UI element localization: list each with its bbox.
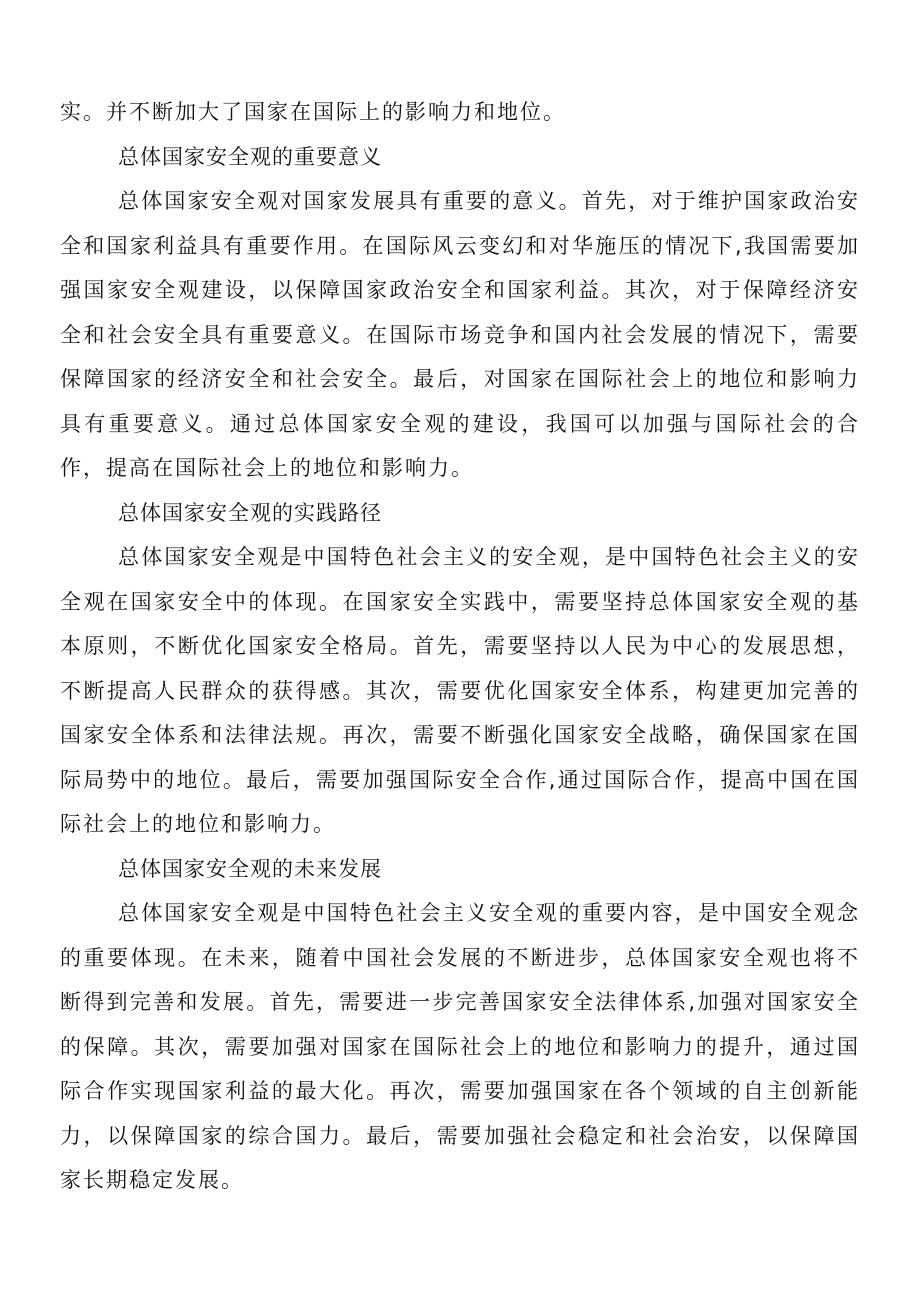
- paragraph-line: 强国家安全观建设，以保障国家政治安全和国家利益。其次，对于保障经济安: [60, 278, 860, 302]
- section-heading: 总体国家安全观的未来发展: [118, 856, 382, 881]
- paragraph-line: 保障国家的经济安全和社会安全。最后，对国家在国际社会上的地位和影响力: [60, 367, 860, 391]
- paragraph-line: 具有重要意义。通过总体国家安全观的建设，我国可以加强与国际社会的合: [60, 411, 860, 436]
- paragraph-line: 力，以保障国家的综合国力。最后，需要加强社会稳定和社会治安，以保障国: [60, 1123, 860, 1148]
- paragraph-line: 断得到完善和发展。首先，需要进一步完善国家安全法律体系,加强对国家安全: [60, 990, 860, 1014]
- paragraph-line: 家长期稳定发展。: [60, 1168, 244, 1192]
- paragraph-line: 总体国家安全观是中国特色社会主义安全观的重要内容，是中国安全观念: [118, 901, 860, 925]
- paragraph-line: 国家安全体系和法律法规。再次，需要不断强化国家安全战略，确保国家在国: [60, 723, 860, 747]
- paragraph-line: 全观在国家安全中的体现。在国家安全实践中，需要坚持总体国家安全观的基: [60, 589, 860, 614]
- paragraph-line: 总体国家安全观是中国特色社会主义的安全观，是中国特色社会主义的安: [118, 545, 860, 569]
- section-heading: 总体国家安全观的实践路径: [118, 500, 382, 525]
- paragraph-line: 际局势中的地位。最后，需要加强国际安全合作,通过国际合作，提高中国在国: [60, 767, 860, 792]
- paragraph-line: 的重要体现。在未来，随着中国社会发展的不断进步，总体国家安全观也将不: [60, 945, 860, 970]
- paragraph-line: 本原则，不断优化国家安全格局。首先，需要坚持以人民为中心的发展思想，: [60, 634, 860, 658]
- paragraph-line: 总体国家安全观对国家发展具有重要的意义。首先，对于维护国家政治安: [118, 189, 860, 213]
- paragraph-line: 际合作实现国家利益的最大化。再次，需要加强国家在各个领域的自主创新能: [60, 1079, 860, 1103]
- paragraph-line: 际社会上的地位和影响力。: [60, 812, 336, 836]
- paragraph-line: 作，提高在国际社会上的地位和影响力。: [60, 456, 474, 480]
- paragraph-line: 全和社会安全具有重要意义。在国际市场竞争和国内社会发展的情况下，需要: [60, 322, 860, 347]
- paragraph-line: 全和国家利益具有重要作用。在国际风云变幻和对华施压的情况下,我国需要加: [60, 233, 860, 258]
- paragraph-line: 的保障。其次，需要加强对国家在国际社会上的地位和影响力的提升，通过国: [60, 1034, 860, 1059]
- paragraph-line: 实。并不断加大了国家在国际上的影响力和地位。: [60, 100, 566, 124]
- section-heading: 总体国家安全观的重要意义: [118, 144, 382, 169]
- document-body: [60, 90, 860, 1203]
- paragraph-line: 不断提高人民群众的获得感。其次，需要优化国家安全体系，构建更加完善的: [60, 678, 860, 703]
